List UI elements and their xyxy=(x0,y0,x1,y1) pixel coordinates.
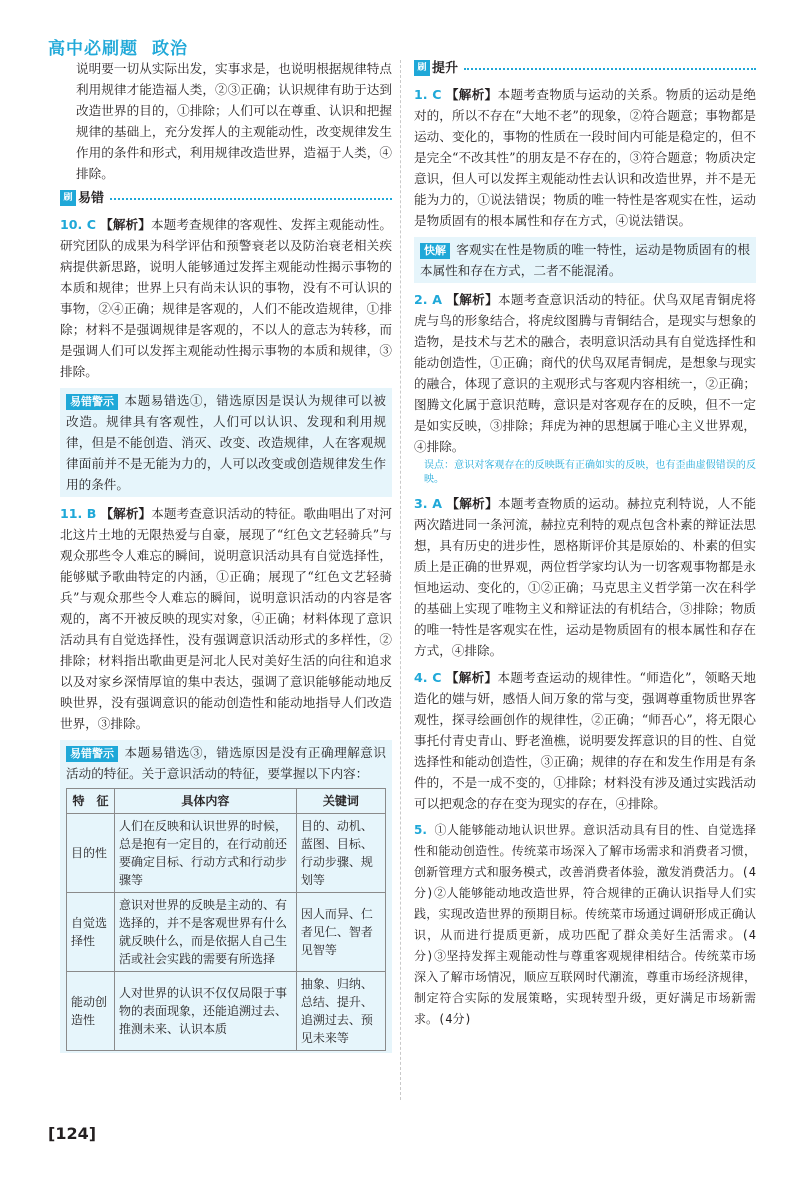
table-cell: 自觉选择性 xyxy=(67,893,115,972)
analysis-label: 【解析】 xyxy=(446,292,498,307)
tip-box-10 xyxy=(60,388,392,497)
table-header: 关键词 xyxy=(296,789,385,814)
analysis-label: 【解析】 xyxy=(446,496,498,511)
tip-text: 客观实在性是物质的唯一特性，运动是物质固有的根本属性和存在方式，二者不能混淆。 xyxy=(420,242,750,278)
table-cell: 目的性 xyxy=(67,814,115,893)
handwritten-note: 误点：意识对客观存在的反映既有正确如实的反映，也有歪曲虚假错误的反映。 xyxy=(424,460,756,485)
question-number: 2. A xyxy=(414,292,442,307)
page-header xyxy=(48,34,188,59)
tip-text: 本题易错选③，错选原因是没有正确理解意识活动的特征。关于意识活动的特征，要掌握以下内容： xyxy=(66,745,386,781)
analysis-text: 本题考查运动的规律性。“师造化”，领略天地造化的媸与妍，感悟人间万象的常与变，强调尊重物质世界客观性，探寻绘画创作的规律性，②正确；“师吾心”，将无限心事托付青史青山、野老渔樵，说明要发挥意识的目的性、自觉选择性和能动创造性，③正确；规律的存在和发生作用是有条件的，不是一成不变的，①排除；材料没有涉及通过实践活动可以把观念的存在变为现实的存在，④排除。 xyxy=(414,670,756,811)
question-number: 1. C xyxy=(414,87,442,102)
section-title: 提升 xyxy=(432,60,459,76)
brush-icon: 刷 xyxy=(414,60,430,76)
analysis-text: 本题考查物质与运动的关系。物质的运动是绝对的，所以不存在“大地不老”的现象，②符合题意；事物都是运动、变化的，事物的性质在一段时间内可能是稳定的，但不是完全“不改其性”的朋友是不存在的，③符合题意；物质决定意识，但人可以发挥主观能动性去认识和改造世界，并不是无能为力的，①说法错误；物质的唯一特性是客观实在性，运动是物质固有的根本属性和存在方式，④说法错误。 xyxy=(414,87,756,228)
table-cell: 能动创造性 xyxy=(67,972,115,1051)
section-header-tisheng xyxy=(414,58,756,78)
question-number: 11. B xyxy=(60,506,97,521)
tip-text: 本题易错选①，错选原因是误认为规律可以被改造。规律具有客观性，人们可以认识、发现和利用规律，但是不能创造、消灭、改变、改造规律，人在客观规律面前并不是无能为力的，人可以改变或创造规律发生作用的条件。 xyxy=(66,393,386,492)
table-cell: 目的、动机、蓝图、目标、行动步骤、规划等 xyxy=(296,814,385,893)
table-cell: 人对世界的认识不仅仅局限于事物的表面现象，还能追溯过去、推测未来、认识本质 xyxy=(115,972,297,1051)
left-column xyxy=(60,58,392,1059)
table-cell: 人们在反映和认识世界的时候，总是抱有一定目的，在行动前还要确定目标、行动方式和行动步骤等 xyxy=(115,814,297,893)
dotted-rule xyxy=(464,68,756,70)
question-10 xyxy=(60,214,392,382)
page-number: [124] xyxy=(48,1124,97,1143)
analysis-text: 本题考查规律的客观性、发挥主观能动性。研究团队的成果为科学评估和预警衰老以及防治衰老相关疾病提供新思路，说明人能够通过发挥主观能动性揭示事物的本质和规律；世界上只有尚未认识的事物，没有不可认识的事物，②④正确；规律是客观的，人们不能改造规律，①排除；材料不是强调规律是客观的，不以人的意志为转移，而是强调人们可以发挥主观能动性揭示事物的本质和规律，③排除。 xyxy=(60,217,393,379)
dotted-rule xyxy=(110,198,392,200)
table-row xyxy=(67,814,386,893)
table-row xyxy=(67,972,386,1051)
question-2 xyxy=(414,289,756,457)
tip-box-1 xyxy=(414,237,756,283)
table-header-row xyxy=(67,789,386,814)
section-header-yicuo xyxy=(60,188,392,208)
question-1 xyxy=(414,84,756,231)
question-5 xyxy=(414,820,756,1030)
feature-table xyxy=(66,788,386,1051)
question-number: 4. C xyxy=(414,670,442,685)
analysis-text: 本题考查意识活动的特征。歌曲唱出了对河北这片土地的无限热爱与自豪，展现了“红色文艺轻骑兵”与观众那些令人难忘的瞬间，说明意识活动具有自觉选择性，能够赋予歌曲特定的内涵，①正确；展现了“红色文艺轻骑兵”与观众那些令人难忘的瞬间，说明意识活动的内容是客观的，离不开被反映的现实对象，④正确；材料体现了意识活动具有自觉选择性，没有强调意识活动形式的多样性，②排除；材料指出歌曲更是河北人民对美好生活的向往和追求以及对家乡深情厚谊的集中表达，强调了意识能够能动地反映世界，没有强调意识的能动创造性和能动地指导人们改造世界，③排除。 xyxy=(60,506,393,731)
question-number: 10. C xyxy=(60,217,97,232)
page-number-value: 124 xyxy=(55,1124,89,1143)
table-header: 具体内容 xyxy=(115,789,297,814)
table-cell: 因人而异、仁者见仁、智者见智等 xyxy=(296,893,385,972)
tip-box-11 xyxy=(60,740,392,1053)
table-row xyxy=(67,893,386,972)
analysis-label: 【解析】 xyxy=(100,506,152,521)
analysis-text: 本题考查物质的运动。赫拉克利特说，人不能两次踏进同一条河流，赫拉克利特的观点包含朴素的辩证法思想，具有历史的进步性，恩格斯评价其是原始的、朴素的但实质上是正确的世界观，两位哲学家均认为一切客观事物都是永恒地运动、变化的，①②正确；马克思主义哲学第一次在科学的基础上实现了唯物主义和辩证法的有机结合，③排除；物质的唯一特性是客观实在性，运动是物质固有的根本属性和存在方式，④排除。 xyxy=(414,496,756,658)
table-cell: 抽象、归纳、总结、提升、追溯过去、预见未来等 xyxy=(296,972,385,1051)
question-11 xyxy=(60,503,392,734)
table-cell: 意识对世界的反映是主动的、有选择的，并不是客观世界有什么就反映什么，而是依据人自己生活或社会实践的需要有所选择 xyxy=(115,893,297,972)
tip-label: 易错警示 xyxy=(66,394,118,410)
question-4 xyxy=(414,667,756,814)
table-header: 特 征 xyxy=(67,789,115,814)
question-number: 5. xyxy=(414,823,427,837)
intro-paragraph: 说明要一切从实际出发，实事求是，也说明根据规律特点利用规律才能造福人类，②③正确；认识规律有助于达到改造世界的目的，①排除；人们可以在尊重、认识和把握规律的基础上，充分发挥人的主观能动性，改变规律发生作用的条件和形式，利用规律改造世界，造福于人类，④排除。 xyxy=(76,61,392,181)
analysis-label: 【解析】 xyxy=(100,217,151,232)
brush-icon: 刷 xyxy=(60,190,76,206)
analysis-text: 本题考查意识活动的特征。伏鸟双尾青铜虎将虎与鸟的形象结合，将虎纹图腾与青铜结合，是现实与想象的造物，是技术与艺术的融合，表明意识活动具有自觉选择性和能动创造性，①正确；商代的伏鸟双尾青铜虎，是想象与现实的融合，体现了意识的主观形式与客观内容相统一，②正确；图腾文化属于意识范畴，意识是对客观存在的反映，但不一定是如实反映，③排除；拜虎为神的思想属于唯心主义世界观，④排除。 xyxy=(414,292,756,454)
analysis-label: 【解析】 xyxy=(445,87,498,102)
series-title: 高中必刷题 xyxy=(48,39,138,59)
analysis-label: 【解析】 xyxy=(445,670,498,685)
question-number: 3. A xyxy=(414,496,442,511)
question-3 xyxy=(414,493,756,661)
subject-title: 政治 xyxy=(152,39,188,59)
tip-label: 易错警示 xyxy=(66,746,118,762)
section-title: 易错 xyxy=(78,190,105,206)
tip-label: 快解 xyxy=(420,243,450,259)
column-divider xyxy=(400,60,401,1100)
answer-text: ①人能够能动地认识世界。意识活动具有目的性、自觉选择性和能动创造性。传统菜市场深入了解市场需求和消费者习惯，创新管理方式和服务模式，改善消费者体验，激发消费活力。(4分)②人能够能动地改造世界，符合规律的正确认识指导人们实践，实现改造世界的预期目标。传统菜市场通过调研形成正确认识，从而进行提质更新，成功匹配了群众美好生活需求。(4分)③坚持发挥主观能动性与尊重客观规律相结合。传统菜市场深入了解市场情况，顺应互联网时代潮流，尊重市场经济规律，制定符合实际的发展策略，实现转型升级，更好满足市场新需求。(4分) xyxy=(414,823,756,1026)
right-column xyxy=(414,58,756,1030)
